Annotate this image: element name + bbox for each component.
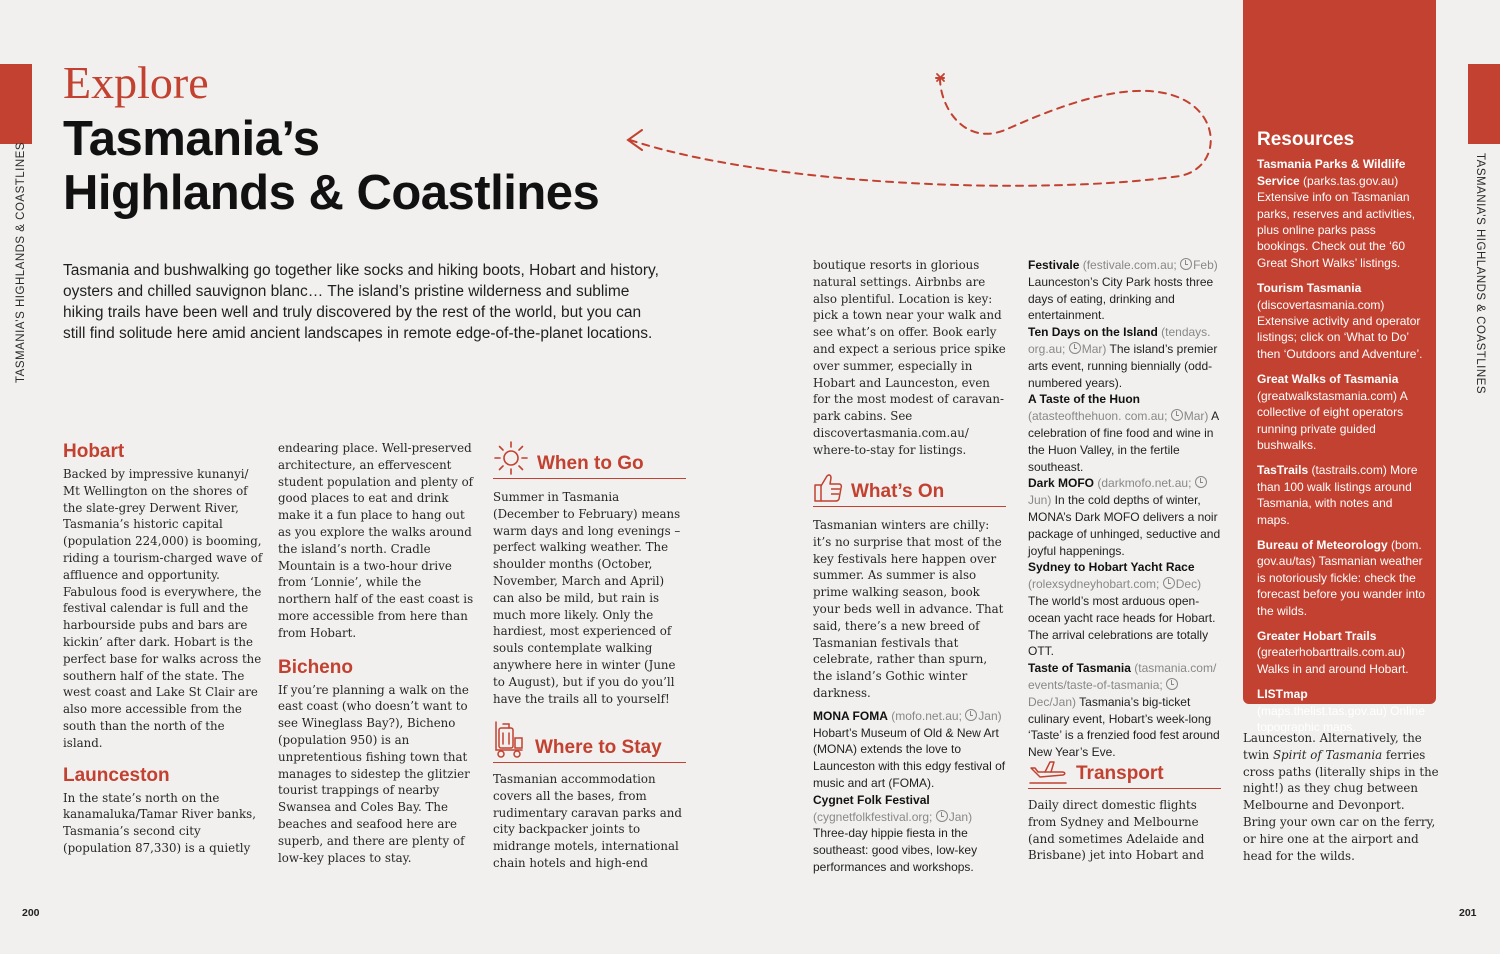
event-sydney-to-hobart: Sydney to Hobart Yacht Race (rolexsydneyhobart.com; Dec) The world’s most arduous open-ocean yacht race heads for Hobart. The arrival celebrations are totally OTT. — [1028, 560, 1216, 659]
event-cygnet-folk-festival: Cygnet Folk Festival (cygnetfolkfestival.org; Jan) Three-day hippie fiesta in the southeast: good vibes, low-key performances and workshops. — [813, 792, 978, 874]
resource-item: Bureau of Meteorology (bom. gov.au/tas) Tasmanian weather is notoriously fickle: check the forecast before you wander into the wilds. — [1257, 537, 1426, 618]
clock-icon — [1163, 577, 1175, 589]
dashed-route-illustration — [620, 68, 1225, 198]
page-number-right: 201 — [1459, 907, 1477, 919]
resource-item: TasTrails (tastrails.com) More than 100 walk listings around Tasmania, with notes and maps. — [1257, 463, 1418, 527]
resource-item: Great Walks of Tasmania (greatwalkstasmania.com) A collective of eight operators running private guided bushwalks. — [1257, 372, 1408, 452]
where-to-stay-column — [493, 771, 686, 872]
left-edge-tab — [0, 64, 32, 144]
resource-item: Tourism Tasmania (discovertasmania.com) Extensive activity and operator listings; click on ‘What to Do’ then ‘Outdoors and Adventure’. — [1257, 281, 1423, 361]
where-to-stay-text: Tasmanian accommodation covers all the bases, from rudimentary caravan parks and city backpacker joints to midrange motels, international chain hotels and high-end — [493, 772, 682, 870]
luggage-cart-icon — [493, 720, 527, 760]
where-to-stay-heading: Where to Stay — [535, 737, 662, 758]
clock-icon — [1166, 678, 1178, 690]
launceston-heading: Launceston — [63, 764, 170, 786]
event-a-taste-of-the-huon: A Taste of the Huon (atasteofthehuon. com.au; Mar) A celebration of fine food and wine in the Huon Valley, in the fertile southeast. — [1028, 392, 1219, 474]
when-to-go-heading: When to Go — [537, 453, 644, 474]
whats-on-header — [813, 472, 1006, 507]
sun-icon — [493, 440, 529, 476]
transport-column-continued — [1243, 730, 1439, 864]
column-5-events — [1028, 257, 1221, 761]
bicheno-text: If you’re planning a walk on the east coast (who doesn’t want to see Wineglass Bay?), Bicheno (population 950) is an unpretentious fishing town that manages to sidestep the glitzier tourist trappings of nearby Swansea and Coles Bay. The beaches and seafood here are superb, and there are plenty of low-key places to stay. — [278, 682, 470, 865]
where-to-stay-text-continued: boutique resorts in glorious natural settings. Airbnbs are also plentiful. Location is key: pick a town near your walk and see what’s on offer. Book early and expect a serious price spike over summer, especially in Hobart and Launceston, even for the most modest of caravan-park cabins. See discovertasmania.com.au/ where-to-stay for listings. — [813, 258, 1006, 457]
running-head-left: TASMANIA’S HIGHLANDS & COASTLINES — [15, 141, 27, 383]
running-head-right: TASMANIA’S HIGHLANDS & COASTLINES — [1474, 153, 1486, 395]
right-edge-tab — [1468, 64, 1500, 144]
where-to-stay-header — [493, 720, 686, 763]
whats-on-text: Tasmanian winters are chilly: it’s no surprise that most of the key festivals here happen over summer. As summer is also prime walking season, book your beds well in advance. That said, there’s a new breed of Tasmanian festivals that celebrate, rather than spurn, the island’s Gothic winter darkness. — [813, 518, 1004, 700]
event-dark-mofo: Dark MOFO (darkmofo.net.au; Jun) In the cold depths of winter, MONA’s Dark MOFO delivers a noir package of unhinged, seductive and joyful happenings. — [1028, 476, 1221, 558]
event-festivale: Festivale (festivale.com.au; Feb) Launceston’s City Park hosts three days of eating, drinking and entertainment. — [1028, 258, 1218, 323]
whats-on-column — [813, 517, 1006, 876]
resource-item: LISTmap (maps.thelist.tas.gov.au) Online topographic maps. — [1257, 687, 1425, 734]
when-to-go-column — [493, 489, 686, 707]
clock-icon — [1069, 342, 1081, 354]
transport-text: Daily direct domestic flights from Sydney and Melbourne (and sometimes Adelaide and Brisbane) jet into Hobart and — [1028, 798, 1205, 863]
title-line-1: Tasmania’s — [63, 112, 320, 166]
resource-item: Greater Hobart Trails (greaterhobarttrails.com.au) Walks in and around Hobart. — [1257, 628, 1409, 676]
transport-heading: Transport — [1076, 763, 1164, 784]
resource-item: Tasmania Parks & Wildlife Service (parks.tas.gov.au) Extensive info on Tasmanian parks, reserves and activities, plus online parks pass bookings. Check out the ‘60 Great Short Walks’ listings. — [1257, 157, 1416, 270]
when-to-go-header — [493, 440, 686, 479]
event-ten-days-on-the-island: Ten Days on the Island (tendays. org.au; Mar) The island’s premier arts event, running biennially (odd-numbered years). — [1028, 325, 1218, 390]
intro-paragraph: Tasmania and bushwalking go together like socks and hiking boots, Hobart and history, oysters and chilled sauvignon blanc… The island’s pristine wilderness and sublime hiking trails have been well and truly discovered by the rest of the world, but you can still find solitude here amid ancient landscapes in remote edge-of-the-planet locations. — [63, 262, 659, 342]
column-1 — [63, 442, 263, 857]
resources-heading: Resources — [1257, 129, 1355, 150]
explore-kicker: Explore — [63, 57, 209, 108]
launceston-text: In the state’s north on the kanamaluka/Tamar River banks, Tasmania’s second city (population 87,330) is a quietly — [63, 790, 256, 855]
hobart-heading: Hobart — [63, 441, 125, 462]
transport-header — [1028, 756, 1221, 789]
launceston-text-continued: endearing place. Well-preserved architecture, an effervescent student population and plenty of good places to eat and drink make it a fun place to hang out as you explore the walks around the island’s north. Cradle Mountain is a two-hour drive from ‘Lonnie’, while the northern half of the east coast is more accessible from here than from Hobart. — [278, 441, 474, 640]
clock-icon — [965, 709, 977, 721]
transport-column — [1028, 797, 1221, 864]
transport-text-continued: Launceston. Alternatively, the twin Spirit of Tasmania ferries cross paths (literally ships in the night!) as they chug between Melbourne and Devonport. Bring your own car on the ferry, or hire one at the airport and head for the wilds. — [1243, 731, 1439, 863]
event-mona-foma: MONA FOMA (mofo.net.au; Jan) Hobart’s Museum of Old & New Art (MONA) extends the love to Launceston with this edgy festival of music and art (FOMA). — [813, 708, 1006, 790]
clock-icon — [936, 810, 948, 822]
hobart-text: Backed by impressive kunanyi/ Mt Wellington on the shores of the slate-grey Derwent River, Tasmania’s historic capital (population 224,000) is booming, riding a tourism-charged wave of affluence and opportunity. Fabulous food is everywhere, the festival calendar is full and the harbourside pubs and bars are kickin’ after dark. Hobart is the perfect base for walks across the southern half of the state. The west coast and Lake St Clair are also more accessible from the south than the north of the island. — [63, 467, 263, 750]
clock-icon — [1180, 258, 1192, 270]
bicheno-heading: Bicheno — [278, 656, 353, 678]
when-to-go-text: Summer in Tasmania (December to February) means warm days and long evenings – perfect walking weather. The shoulder months (October, November, March and April) can also be mild, but rain is much more likely. Only the hardiest, most experienced of souls contemplate walking anywhere here in winter (June to August), but if you do you’ll have the trails all to yourself! — [493, 490, 681, 706]
event-taste-of-tasmania: Taste of Tasmania (tasmania.com/ events/taste-of-tasmania; Dec/Jan) Tasmania’s big-ticket culinary event, Hobart’s week-long ‘Taste’ is a frenzied food fest around New Year’s Eve. — [1028, 661, 1220, 760]
whats-on-heading: What’s On — [851, 481, 945, 502]
plane-icon — [1028, 756, 1068, 786]
clock-icon — [1171, 409, 1183, 421]
clock-icon — [1195, 476, 1207, 488]
page-number-left: 200 — [22, 907, 40, 919]
column-2 — [278, 440, 474, 866]
column-4-top — [813, 257, 1006, 459]
title-line-2: Highlands & Coastlines — [63, 166, 600, 220]
resources-list — [1257, 129, 1427, 744]
thumbs-up-icon — [813, 472, 843, 504]
page-title — [63, 112, 599, 220]
